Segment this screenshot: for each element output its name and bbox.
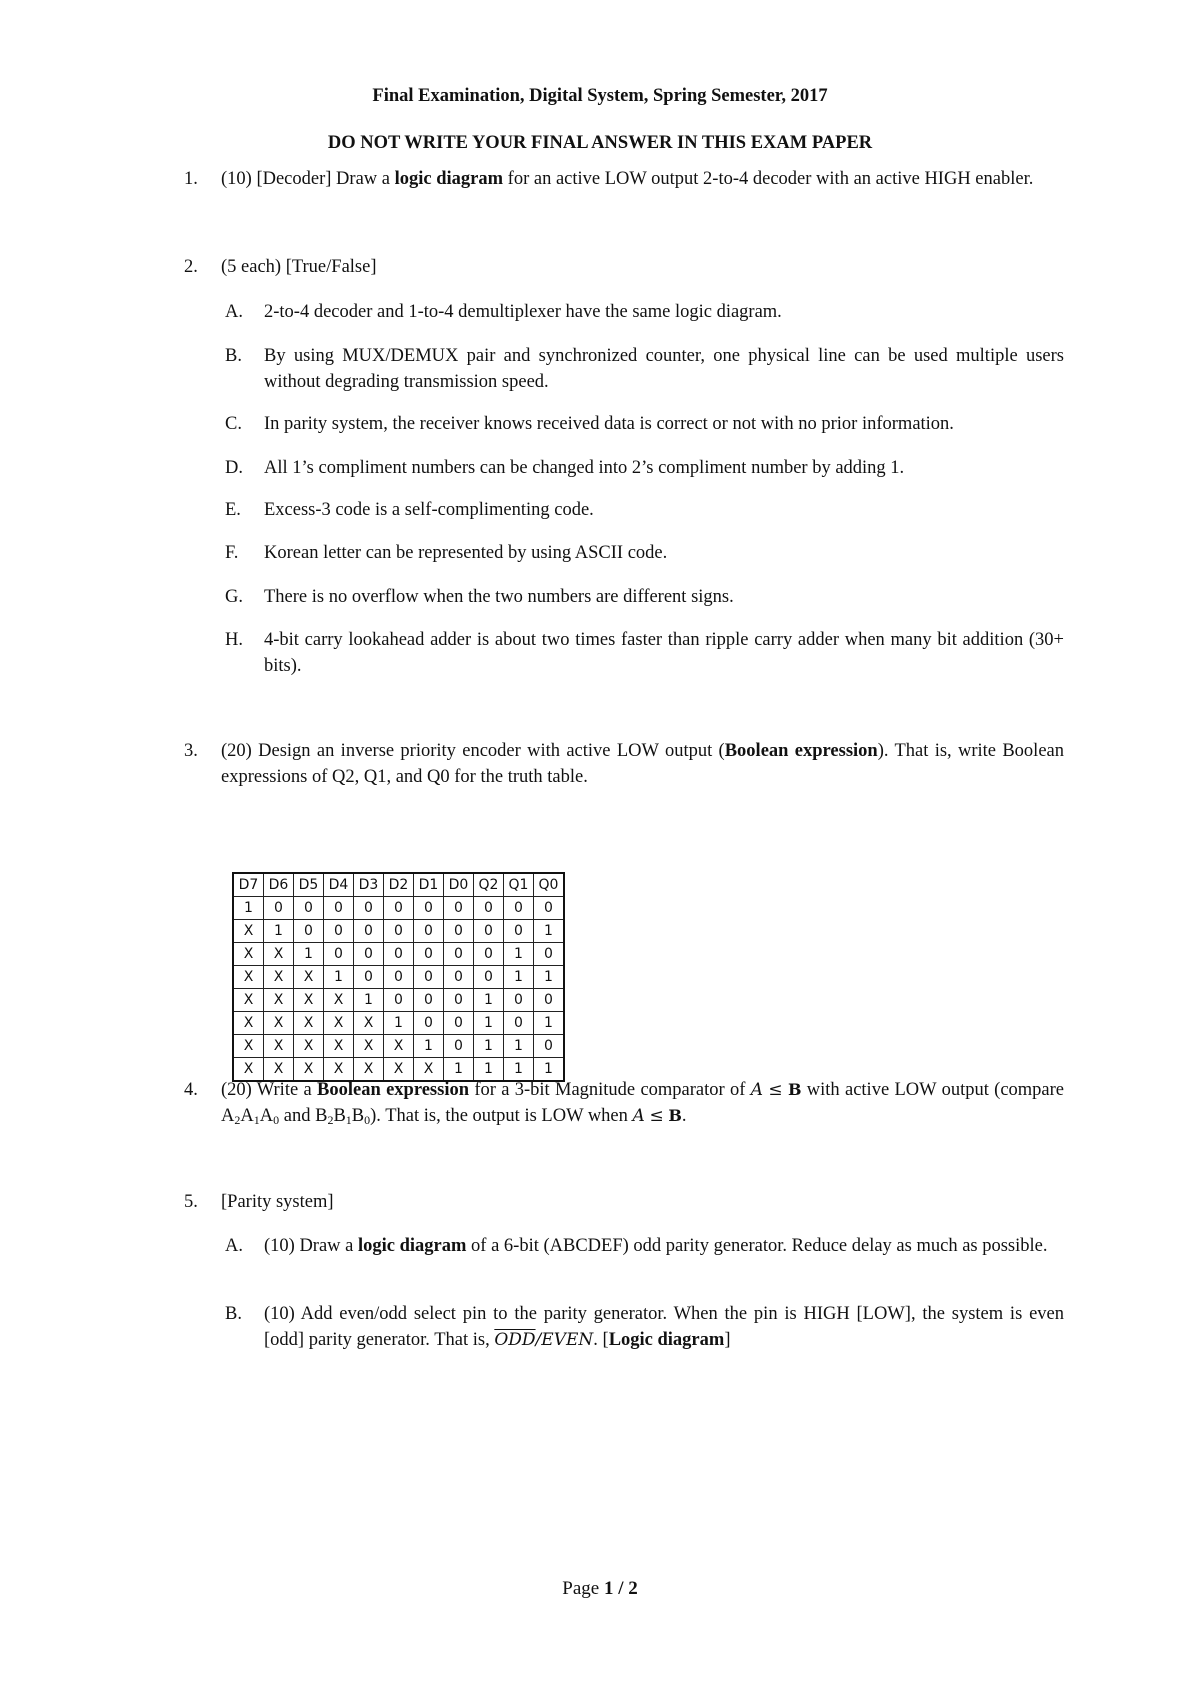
truth-table-cell: X — [233, 966, 264, 989]
truth-table-header-cell: D6 — [264, 873, 294, 897]
page-footer: Page 1 / 2 — [562, 1578, 638, 1599]
truth-table-cell: X — [354, 1012, 384, 1035]
truth-table-cell: 0 — [414, 966, 444, 989]
truth-table-cell: X — [324, 1035, 354, 1058]
truth-table-cell: 0 — [474, 920, 504, 943]
truth-table-cell: 0 — [414, 1012, 444, 1035]
exam-title: Final Examination, Digital System, Spring Semester, 2017 — [372, 86, 828, 106]
truth-table-cell: 0 — [264, 897, 294, 920]
truth-table-cell: 0 — [504, 989, 534, 1012]
truth-table-cell: 0 — [414, 920, 444, 943]
truth-table-cell: X — [264, 943, 294, 966]
truth-table-row — [233, 1012, 564, 1035]
truth-table-cell: 0 — [324, 920, 354, 943]
truth-table-header-cell: Q2 — [474, 873, 504, 897]
truth-table-cell: 1 — [534, 1058, 565, 1082]
question-number: 2. — [184, 257, 198, 277]
question-number: 5. — [184, 1192, 198, 1212]
truth-table-cell: X — [233, 1058, 264, 1082]
truth-table-cell: 1 — [444, 1058, 474, 1082]
item-text: Excess-3 code is a self-complimenting code. — [264, 500, 594, 520]
truth-table-header-cell: D2 — [384, 873, 414, 897]
item-letter: E. — [225, 500, 241, 520]
truth-table-cell: 0 — [534, 897, 565, 920]
truth-table-cell: X — [384, 1035, 414, 1058]
truth-table-cell: X — [294, 1035, 324, 1058]
item-text: 2-to-4 decoder and 1-to-4 demultiplexer have the same logic diagram. — [264, 302, 782, 322]
truth-table-cell: X — [354, 1058, 384, 1082]
item-letter: C. — [225, 414, 242, 434]
truth-table-cell: 0 — [444, 943, 474, 966]
truth-table-cell: 0 — [414, 989, 444, 1012]
truth-table-row — [233, 1035, 564, 1058]
question-text: (5 each) [True/False] — [221, 257, 377, 277]
truth-table-cell: 1 — [324, 966, 354, 989]
truth-table-cell: 0 — [444, 1035, 474, 1058]
item-letter: G. — [225, 587, 243, 607]
truth-table-cell: 1 — [233, 897, 264, 920]
truth-table-cell: 1 — [384, 1012, 414, 1035]
truth-table-cell: X — [233, 989, 264, 1012]
question-text: (20) Write a Boolean expression for a 3-bit Magnitude comparator of A ≤ B with active LOW output (compare $A_2A_1A_0$ and $B_2B_1B_0$). That is, the output is LOW when A ≤ B. — [221, 1080, 1065, 1127]
truth-table-cell: 0 — [384, 897, 414, 920]
truth-table-cell: 0 — [444, 897, 474, 920]
question-number: 3. — [184, 741, 198, 761]
truth-table — [232, 872, 565, 1082]
truth-table-cell: 0 — [504, 920, 534, 943]
item-letter: A. — [225, 302, 243, 322]
item-text: (10) Add even/odd select pin to the parity generator. When the pin is HIGH [LOW], the system is even [odd] parity generator. That is, $\overline{ODD}$/EVEN. [Logic diagram] — [264, 1304, 1064, 1350]
item-letter: B. — [225, 1304, 242, 1324]
truth-table-cell: 1 — [534, 966, 565, 989]
item-text: 4-bit carry lookahead adder is about two times faster than ripple carry adder when many bit addition (30+ bits). — [264, 630, 1064, 676]
question-text: (10) [Decoder] Draw a logic diagram for an active LOW output 2-to-4 decoder with an active HIGH enabler. — [221, 169, 1034, 189]
truth-table-cell: 0 — [474, 897, 504, 920]
truth-table-cell: X — [233, 920, 264, 943]
truth-table-cell: 0 — [294, 897, 324, 920]
truth-table-cell: 0 — [384, 920, 414, 943]
truth-table-cell: 1 — [294, 943, 324, 966]
truth-table-cell: X — [264, 989, 294, 1012]
truth-table-header-cell: D1 — [414, 873, 444, 897]
truth-table-cell: 1 — [504, 943, 534, 966]
truth-table-cell: 1 — [534, 920, 565, 943]
truth-table-cell: 0 — [444, 966, 474, 989]
truth-table-header-row — [233, 873, 564, 897]
question-number: 4. — [184, 1080, 198, 1100]
truth-table-cell: 0 — [444, 1012, 474, 1035]
truth-table-header-cell: D3 — [354, 873, 384, 897]
truth-table-cell: 1 — [354, 989, 384, 1012]
exam-notice: DO NOT WRITE YOUR FINAL ANSWER IN THIS EXAM PAPER — [327, 133, 873, 153]
truth-table-cell: X — [264, 1058, 294, 1082]
truth-table-cell: X — [233, 943, 264, 966]
item-text: There is no overflow when the two numbers are different signs. — [264, 587, 734, 607]
truth-table-cell: 1 — [504, 1058, 534, 1082]
truth-table-cell: 1 — [474, 1058, 504, 1082]
truth-table-cell: 1 — [534, 1012, 565, 1035]
truth-table-row — [233, 943, 564, 966]
truth-table-cell: 0 — [444, 989, 474, 1012]
truth-table-cell: 1 — [264, 920, 294, 943]
truth-table-cell: 0 — [504, 897, 534, 920]
truth-table-cell: 1 — [504, 966, 534, 989]
truth-table-row — [233, 966, 564, 989]
truth-table-row — [233, 989, 564, 1012]
item-letter: H. — [225, 630, 243, 650]
truth-table-header-cell: Q0 — [534, 873, 565, 897]
truth-table-cell: 1 — [474, 1035, 504, 1058]
truth-table-cell: 0 — [414, 943, 444, 966]
truth-table-cell: 1 — [504, 1035, 534, 1058]
item-text: In parity system, the receiver knows received data is correct or not with no prior information. — [264, 414, 954, 434]
item-text: By using MUX/DEMUX pair and synchronized counter, one physical line can be used multiple users without degrading transmission speed. — [264, 346, 1064, 392]
truth-table-cell: 0 — [474, 943, 504, 966]
truth-table-cell: 0 — [504, 1012, 534, 1035]
truth-table-cell: 0 — [444, 920, 474, 943]
truth-table-cell: 0 — [534, 1035, 565, 1058]
truth-table-cell: 0 — [294, 920, 324, 943]
truth-table-cell: X — [414, 1058, 444, 1082]
truth-table-cell: 0 — [534, 943, 565, 966]
truth-table-cell: 0 — [354, 897, 384, 920]
truth-table-header-cell: D4 — [324, 873, 354, 897]
truth-table-cell: X — [324, 1058, 354, 1082]
item-text: (10) Draw a logic diagram of a 6-bit (ABCDEF) odd parity generator. Reduce delay as much as possible. — [264, 1236, 1048, 1256]
truth-table-cell: 0 — [384, 943, 414, 966]
truth-table-cell: 0 — [414, 897, 444, 920]
truth-table-cell: 0 — [324, 943, 354, 966]
truth-table-header-cell: Q1 — [504, 873, 534, 897]
truth-table-cell: 1 — [414, 1035, 444, 1058]
item-text: Korean letter can be represented by using ASCII code. — [264, 543, 668, 563]
truth-table-cell: X — [384, 1058, 414, 1082]
truth-table-row — [233, 897, 564, 920]
truth-table-cell: X — [264, 1035, 294, 1058]
truth-table-row — [233, 920, 564, 943]
item-text: All 1’s compliment numbers can be changed into 2’s compliment number by adding 1. — [264, 458, 905, 478]
truth-table-cell: 0 — [384, 966, 414, 989]
question-number: 1. — [184, 169, 198, 189]
truth-table-cell: 0 — [354, 966, 384, 989]
truth-table-cell: X — [324, 1012, 354, 1035]
item-letter: F. — [225, 543, 239, 563]
truth-table-cell: 0 — [324, 897, 354, 920]
truth-table-cell: X — [294, 1058, 324, 1082]
question-text: (20) Design an inverse priority encoder with active LOW output (Boolean expression). That is, write Boolean expressions of Q2, Q1, and Q0 for the truth table. — [221, 741, 1064, 787]
truth-table-cell: 0 — [474, 966, 504, 989]
item-letter: B. — [225, 346, 242, 366]
truth-table-cell: 0 — [354, 943, 384, 966]
truth-table-cell: 0 — [354, 920, 384, 943]
truth-table-cell: X — [294, 1012, 324, 1035]
truth-table-cell: X — [233, 1012, 264, 1035]
truth-table-cell: 1 — [474, 989, 504, 1012]
truth-table-cell: 0 — [534, 989, 565, 1012]
truth-table-cell: X — [354, 1035, 384, 1058]
truth-table-header-cell: D0 — [444, 873, 474, 897]
truth-table-cell: X — [324, 989, 354, 1012]
truth-table-cell: 0 — [384, 989, 414, 1012]
truth-table-cell: X — [294, 966, 324, 989]
truth-table-cell: X — [264, 1012, 294, 1035]
truth-table-cell: X — [233, 1035, 264, 1058]
truth-table-cell: 1 — [474, 1012, 504, 1035]
truth-table-cell: X — [264, 966, 294, 989]
item-letter: A. — [225, 1236, 243, 1256]
item-letter: D. — [225, 458, 243, 478]
question-text: [Parity system] — [221, 1192, 334, 1212]
truth-table-cell: X — [294, 989, 324, 1012]
truth-table-header-cell: D7 — [233, 873, 264, 897]
truth-table-header-cell: D5 — [294, 873, 324, 897]
